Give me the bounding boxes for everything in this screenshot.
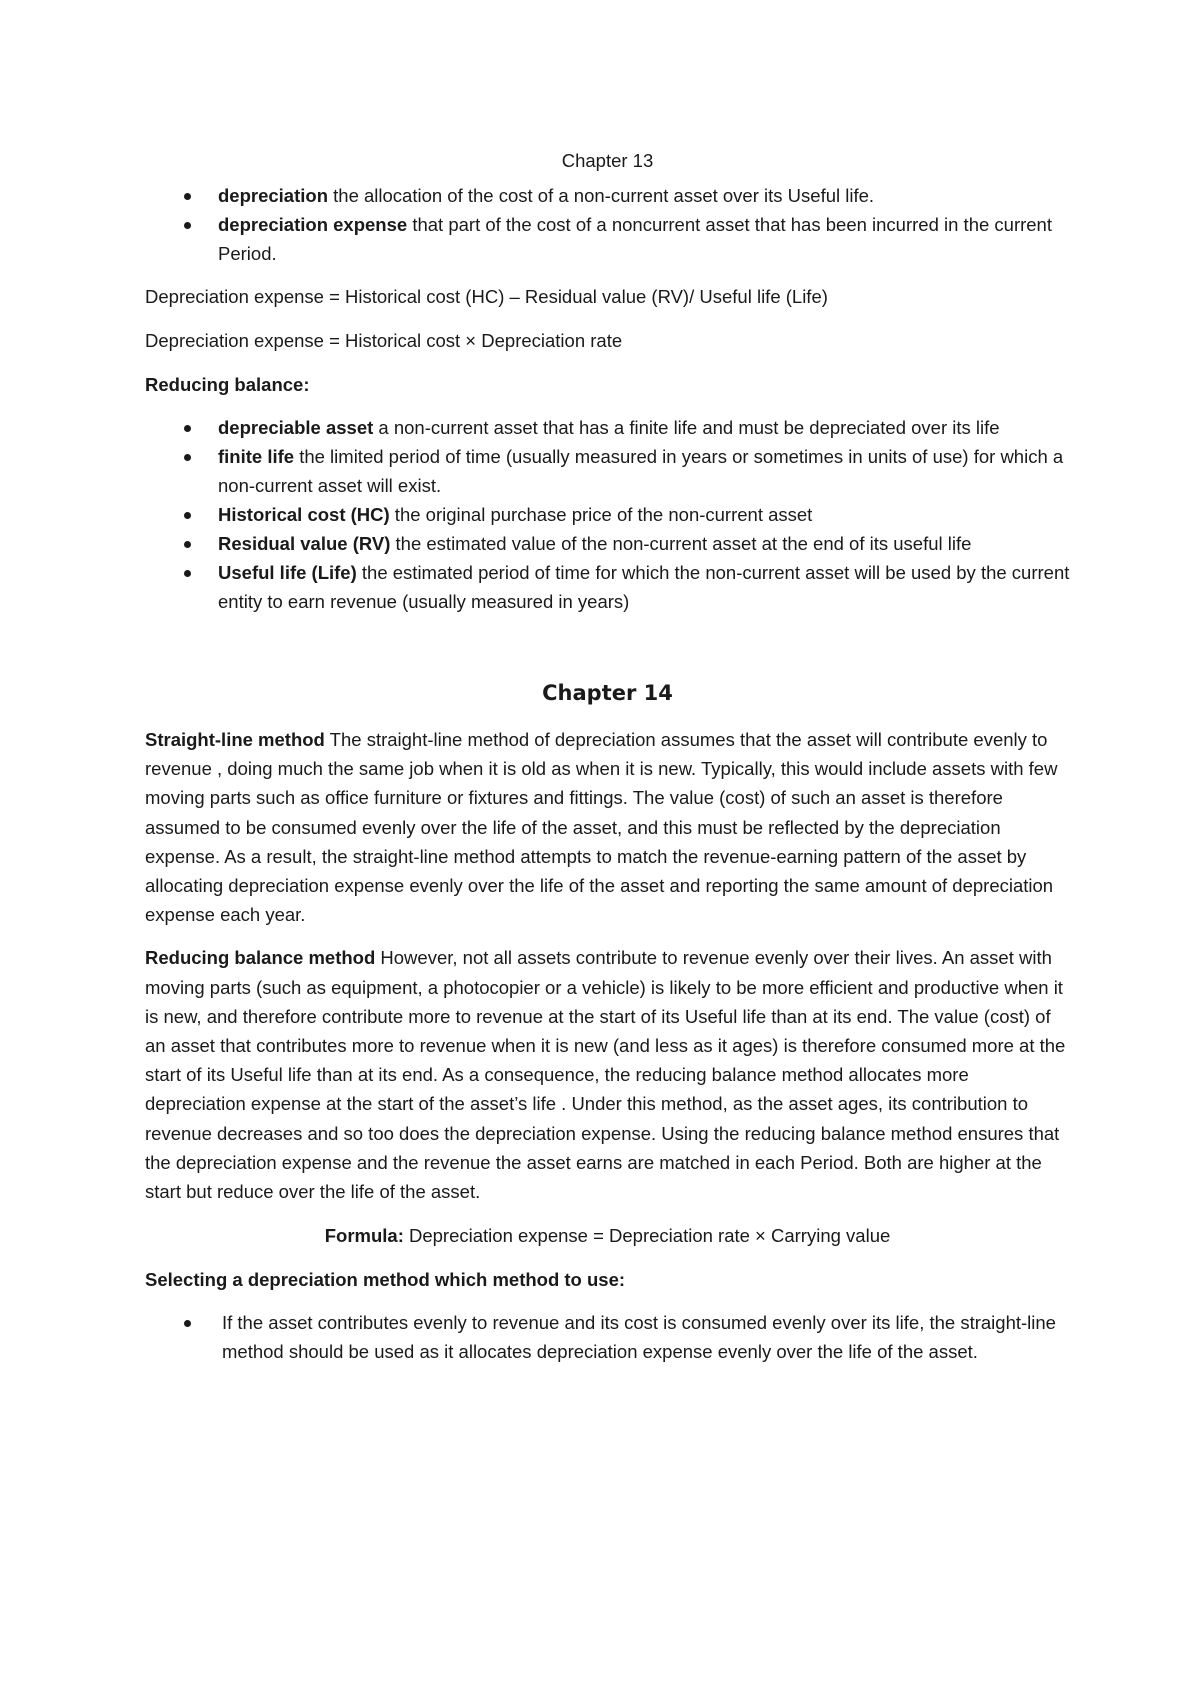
bullet-icon [184, 425, 191, 432]
definition-item [145, 210, 1070, 268]
selecting-method-heading: Selecting a depreciation method which method to use: [145, 1269, 626, 1291]
formula-rate: Depreciation expense = Historical cost × Depreciation rate [145, 330, 623, 351]
definition-term: depreciable asset [218, 417, 374, 438]
definition-term: Residual value (RV) [218, 533, 391, 554]
definition-term: finite life [218, 446, 295, 467]
definition-text: the limited period of time (usually measured in years or sometimes in units of use) for which a non-current asset will exist. [218, 446, 1064, 496]
list-item [145, 1308, 1070, 1366]
chapter-13-title: Chapter 13 [561, 150, 654, 171]
bullet-icon [184, 454, 191, 461]
definition-item [145, 442, 1070, 500]
list-item-text: If the asset contributes evenly to revenue and its cost is consumed evenly over its life, the straight-line method should be used as it allocates depreciation expense evenly over the life of the asset. [222, 1312, 1056, 1363]
paragraph-text: However, not all assets contribute to revenue evenly over their lives. An asset with moving parts (such as equipment, a photocopier or a vehicle) is likely to be more efficient and productive when it is new, and therefore contribute more to revenue at the start of its Useful life than at its end. The value (cost) of an asset that contributes more to revenue when it is new (and less as it ages) is therefore consumed more at the start of its Useful life than at its end. As a consequence, the reducing balance method allocates more depreciation expense at the start of the asset’s life . Under this method, as the asset ages, its contribution to revenue decreases and so too does the depreciation expense. Using the reducing balance method ensures that the depreciation expense and the revenue the asset earns are matched in each Period. Both are higher at the start but reduce over the life of the asset. [145, 947, 1066, 1203]
reducing-balance-definitions [145, 413, 1070, 616]
bullet-icon [184, 541, 191, 548]
definition-term: Useful life (Life) [218, 562, 357, 583]
bullet-icon [184, 222, 191, 229]
definition-term: Historical cost (HC) [218, 504, 390, 525]
formula-carrying-value [145, 1221, 1070, 1250]
definition-text: the estimated period of time for which the non-current asset will be used by the current entity to earn revenue (usually measured in years) [218, 562, 1070, 612]
definition-item [145, 413, 1070, 442]
formula-label: Formula: [324, 1225, 404, 1247]
definition-item [145, 529, 1070, 558]
paragraph-term: Straight-line method [145, 729, 325, 750]
bullet-icon [184, 570, 191, 577]
chapter-14-title: Chapter 14 [542, 681, 673, 705]
paragraph-term: Reducing balance method [145, 947, 376, 969]
document-page [145, 146, 1070, 1366]
formula-text: Depreciation expense = Depreciation rate × Carrying value [403, 1225, 891, 1247]
reducing-balance-paragraph [145, 943, 1070, 1206]
bullet-icon [184, 193, 191, 200]
definition-text: that part of the cost of a noncurrent asset that has been incurred in the current Period. [218, 214, 1052, 264]
definition-text: the allocation of the cost of a non-current asset over its Useful life. [328, 185, 875, 206]
straight-line-paragraph [145, 725, 1070, 929]
bullet-icon [184, 1320, 191, 1327]
definition-text: a non-current asset that has a finite life and must be depreciated over its life [373, 417, 1000, 438]
definition-text: the estimated value of the non-current asset at the end of its useful life [390, 533, 972, 554]
paragraph-text: The straight-line method of depreciation assumes that the asset will contribute evenly to revenue , doing much the same job when it is old as when it is new. Typically, this would include assets with few moving parts such as office furniture or fixtures and fittings. The value (cost) of such an asset is therefore assumed to be consumed evenly over the life of the asset, and this must be reflected by the depreciation expense. As a result, the straight-line method attempts to match the revenue-earning pattern of the asset by allocating depreciation expense evenly over the life of the asset and reporting the same amount of depreciation expense each year. [145, 729, 1058, 926]
definition-term: depreciation expense [218, 214, 408, 235]
reducing-balance-heading: Reducing balance: [145, 374, 310, 395]
definition-item [145, 181, 1070, 210]
definition-item [145, 500, 1070, 529]
formula-straight-line: Depreciation expense = Historical cost (HC) – Residual value (RV)/ Useful life (Life) [145, 286, 828, 307]
bullet-icon [184, 512, 191, 519]
definition-item [145, 558, 1070, 616]
chapter-13-definitions [145, 181, 1070, 268]
selecting-method-list [145, 1308, 1070, 1366]
definition-text: the original purchase price of the non-current asset [389, 504, 813, 525]
definition-term: depreciation [218, 185, 328, 206]
